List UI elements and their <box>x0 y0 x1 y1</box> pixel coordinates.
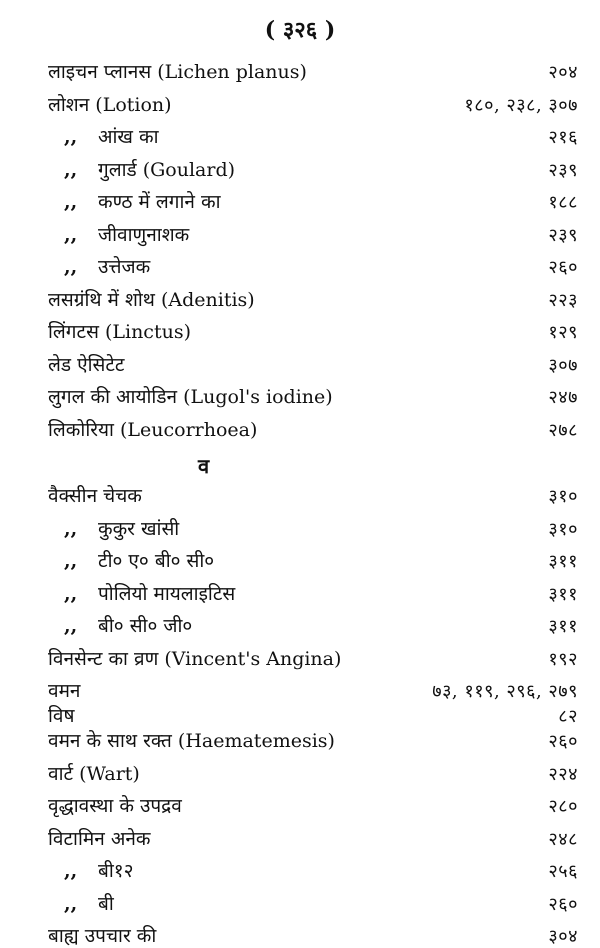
entry-pages: ३११ <box>548 583 578 605</box>
entry-term-text: टी० ए० बी० सी० <box>98 550 215 572</box>
entry-pages: २३९ <box>548 224 578 246</box>
index-entry <box>48 727 578 760</box>
page-number: ( ३२६ ) <box>264 17 336 43</box>
entry-term <box>64 123 159 149</box>
entry-term-text: लोशन (Lotion) <box>48 93 172 116</box>
entry-term <box>64 188 221 214</box>
entry-term-text: आंख का <box>98 126 159 148</box>
entry-term-text: विनसेन्ट का व्रण (Vincent's Angina) <box>48 647 342 670</box>
entry-term <box>64 221 189 247</box>
entry-term-text: बाह्य उपचार की <box>48 925 157 947</box>
entry-term <box>48 645 341 671</box>
index-entry <box>48 645 578 678</box>
index-subentry <box>48 188 578 221</box>
entry-pages: ३११ <box>548 551 578 572</box>
index-entry <box>48 58 578 91</box>
ditto-mark: ,, <box>64 256 78 278</box>
ditto-mark: ,, <box>64 191 78 213</box>
entry-pages: १८८ <box>548 192 578 213</box>
index-subentry <box>48 156 578 189</box>
entry-term-text: गुलार्ड (Goulard) <box>98 158 236 181</box>
ditto-mark: ,, <box>64 517 78 540</box>
entry-term-text: बी <box>98 892 114 915</box>
entry-term-text: जीवाणुनाशक <box>98 223 190 246</box>
entry-term-text: कुकुर खांसी <box>98 517 180 540</box>
entry-term-text: विटामिन अनेक <box>48 827 151 850</box>
entry-term-text: लाइचन प्लानस (Lichen planus) <box>48 61 307 83</box>
entry-term-text: वमन के साथ रक्त (Haematemesis) <box>48 730 335 752</box>
entry-pages: १९२ <box>548 648 578 670</box>
entry-term <box>48 760 140 786</box>
index-entry <box>48 825 578 858</box>
entry-term-text: उत्तेजक <box>98 256 151 278</box>
entry-term <box>48 286 255 312</box>
entry-term-text: लेड ऐसिटेट <box>48 353 125 376</box>
entry-term-text: लुगल की आयोडिन (Lugol's iodine) <box>48 386 333 408</box>
entry-term <box>64 580 235 606</box>
ditto-mark: ,, <box>64 860 78 882</box>
entry-term <box>64 547 214 573</box>
entry-term-text: बी० सी० जी० <box>98 615 193 637</box>
entry-term <box>64 612 192 638</box>
entry-pages: ३११ <box>548 616 578 637</box>
ditto-mark: ,, <box>64 550 78 572</box>
entry-term-text: वमन <box>48 680 81 702</box>
entry-term-text: विष <box>48 705 75 727</box>
ditto-mark: ,, <box>64 223 78 246</box>
index-entry <box>48 91 578 124</box>
index-subentry <box>48 857 578 890</box>
ditto-mark: ,, <box>64 615 78 637</box>
entry-term-text: बी१२ <box>98 860 134 882</box>
ditto-mark: ,, <box>64 126 78 148</box>
index-entry <box>48 416 578 449</box>
entry-term <box>48 318 191 344</box>
index-subentry <box>48 515 578 548</box>
entry-term <box>48 416 257 442</box>
index-entry <box>48 351 578 384</box>
entry-term-text: लिकोरिया (Leucorrhoea) <box>48 418 258 441</box>
entry-term <box>64 515 179 541</box>
entry-term-text: लसग्रंथि में शोथ (Adenitis) <box>48 288 255 311</box>
entry-pages: २४७ <box>548 387 578 408</box>
index-entry <box>48 792 578 825</box>
entry-term <box>48 351 125 377</box>
index-entry <box>48 760 578 793</box>
index-entries <box>48 58 578 947</box>
index-entry <box>48 383 578 416</box>
entry-pages: २५६ <box>548 861 578 882</box>
entry-pages: १८०, २३८, ३०७ <box>464 94 578 116</box>
entry-pages: २६० <box>548 731 578 752</box>
entry-pages: २२३ <box>548 289 578 311</box>
entry-term-text: पोलियो मायलाइटिस <box>98 582 236 605</box>
entry-term <box>48 383 333 409</box>
entry-pages: ३१० <box>548 486 578 507</box>
entry-pages: २८० <box>548 796 578 817</box>
index-entry <box>48 286 578 319</box>
entry-pages: ७३, ११९, २९६, २७९ <box>432 681 578 702</box>
entry-term <box>48 727 335 753</box>
index-list-la <box>48 58 578 448</box>
entry-term <box>48 91 172 117</box>
entry-term-text: वार्ट (Wart) <box>48 762 140 785</box>
index-entry <box>48 318 578 351</box>
index-subentry <box>48 221 578 254</box>
ditto-mark: ,, <box>64 158 78 181</box>
entry-pages: २६० <box>548 257 578 278</box>
entry-pages: ८२ <box>558 706 578 727</box>
ditto-mark: ,, <box>64 582 78 605</box>
entry-term <box>48 702 74 728</box>
index-subentry <box>48 123 578 156</box>
index-subentry <box>48 890 578 923</box>
ditto-mark: ,, <box>64 892 78 915</box>
entry-term-text: वैक्सीन चेचक <box>48 485 142 507</box>
entry-term-text: वृद्धावस्था के उपद्रव <box>48 795 182 817</box>
entry-pages: २१६ <box>548 127 578 148</box>
entry-pages: २६० <box>548 893 578 915</box>
section-letter: व <box>198 453 210 478</box>
index-list-va <box>48 482 578 947</box>
entry-term <box>64 156 235 182</box>
index-subentry <box>48 547 578 580</box>
index-entry <box>48 677 578 702</box>
entry-term <box>64 857 134 883</box>
entry-pages: ३१० <box>548 518 578 540</box>
index-subentry <box>48 253 578 286</box>
entry-term <box>64 890 114 916</box>
entry-pages: २३९ <box>548 159 578 181</box>
entry-term <box>48 825 151 851</box>
entry-term <box>48 482 142 508</box>
index-entry <box>48 922 578 947</box>
entry-term <box>48 922 156 948</box>
entry-pages: २०४ <box>548 62 578 83</box>
index-subentry <box>48 580 578 613</box>
entry-term <box>64 253 150 279</box>
entry-term <box>48 677 80 703</box>
entry-pages: २७८ <box>548 419 578 441</box>
entry-term <box>48 58 307 84</box>
entry-term-text: कण्ठ में लगाने का <box>98 191 221 213</box>
index-subentry <box>48 612 578 645</box>
entry-pages: २२४ <box>548 763 578 785</box>
entry-pages: १२९ <box>548 322 578 343</box>
entry-pages: ३०७ <box>548 354 578 376</box>
entry-pages: २४८ <box>548 828 578 850</box>
index-entry <box>48 702 578 727</box>
entry-pages: ३०४ <box>548 926 578 947</box>
entry-term-text: लिंगटस (Linctus) <box>48 321 191 343</box>
index-entry <box>48 482 578 515</box>
entry-term <box>48 792 182 818</box>
